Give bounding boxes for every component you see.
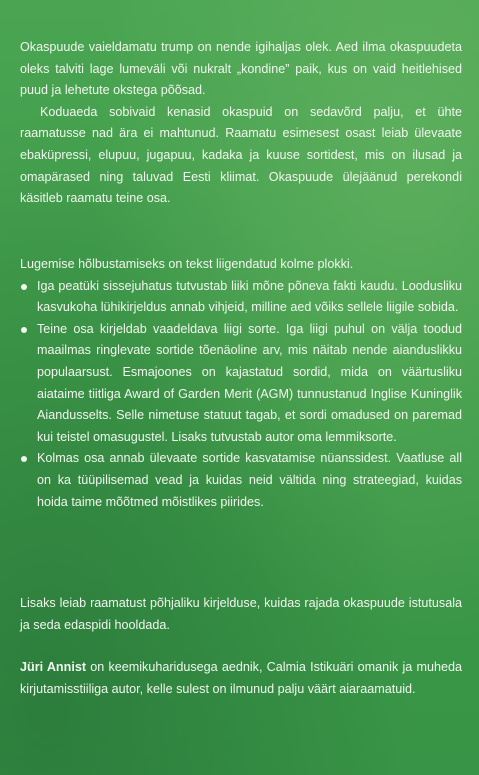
intro-paragraph-1: Okaspuude vaieldamatu trump on nende igihaljas olek. Aed ilma okaspuudeta oleks talviti lage lumeväli või nukralt „kondine” paik, kus on vaid heitlehised puud ja lehetute okstega põõsad. [20, 40, 462, 98]
closing-section [20, 593, 462, 636]
bullet-item [20, 448, 462, 513]
author-name: Jüri Annist [20, 660, 87, 674]
bullet-text: Iga peatüki sissejuhatus tutvustab liiki mõne põneva fakti kaudu. Loodusliku kasvukoha lühikirjeldus annab vihjeid, milline aed võiks sellele liigile sobida. [37, 278, 462, 315]
bullet-text: Kolmas osa annab ülevaate sortide kasvatamise nüanssidest. Vaatluse all on ka tüüpilisemad vead ja kuidas neid vältida ning strateegiad, kuidas hoida taime mõõtmed mõistlikes piirides. [37, 451, 462, 509]
intro-paragraph-2: Koduaeda sobivaid kenasid okaspuid on sedavõrd palju, et ühte raamatusse nad ära ei mahtunud. Raamatu esimesest osast leiab ülevaate ebaküpressi, elupuu, jugapuu, kadaka ja kuuse sortidest, mis on ilusad ja omapärased ning taluvad Eesti kliimat. Okaspuude ülejäänud perekondi käsitleb raamatu teine osa. [20, 104, 462, 206]
intro-section [20, 37, 462, 210]
structure-bullet-list [20, 276, 462, 514]
bullet-icon [21, 284, 27, 290]
bullet-item [20, 276, 462, 319]
structure-section [20, 254, 462, 513]
bullet-text: Teine osa kirjeldab vaadeldava liigi sorte. Iga liigi puhul on välja toodud maailmas ringlevate sortide tõenäoline arv, mis näitab nende aianduslikku populaarsust. Esmajoones on kajastatud sordid, mida on väärtusliku aiataime tiitliga Award of Garden Merit (AGM) tunnustanud Inglise Kuninglik Aiandusselts. Selle nimetuse statuut tagab, et sordi omadused on paremad kui teistel omasugustel. Lisaks tutvustab autor oma lemmiksorte. [37, 321, 462, 444]
author-bio: on keemikuharidusega aednik, Calmia Istikuäri omanik ja muheda kirjutamisstiiliga autor, kelle sulest on ilmunud palju väärt aiaraamatuid. [20, 660, 462, 696]
closing-paragraph: Lisaks leiab raamatust põhjaliku kirjelduse, kuidas rajada okaspuude istutusala ja seda edaspidi hooldada. [20, 596, 462, 632]
bullet-icon [21, 327, 27, 333]
author-paragraph [20, 657, 462, 700]
author-section [20, 657, 462, 700]
bullet-icon [21, 456, 27, 462]
bullet-item [20, 319, 462, 449]
structure-lead: Lugemise hõlbustamiseks on tekst liigendatud kolme plokki. [20, 257, 354, 271]
